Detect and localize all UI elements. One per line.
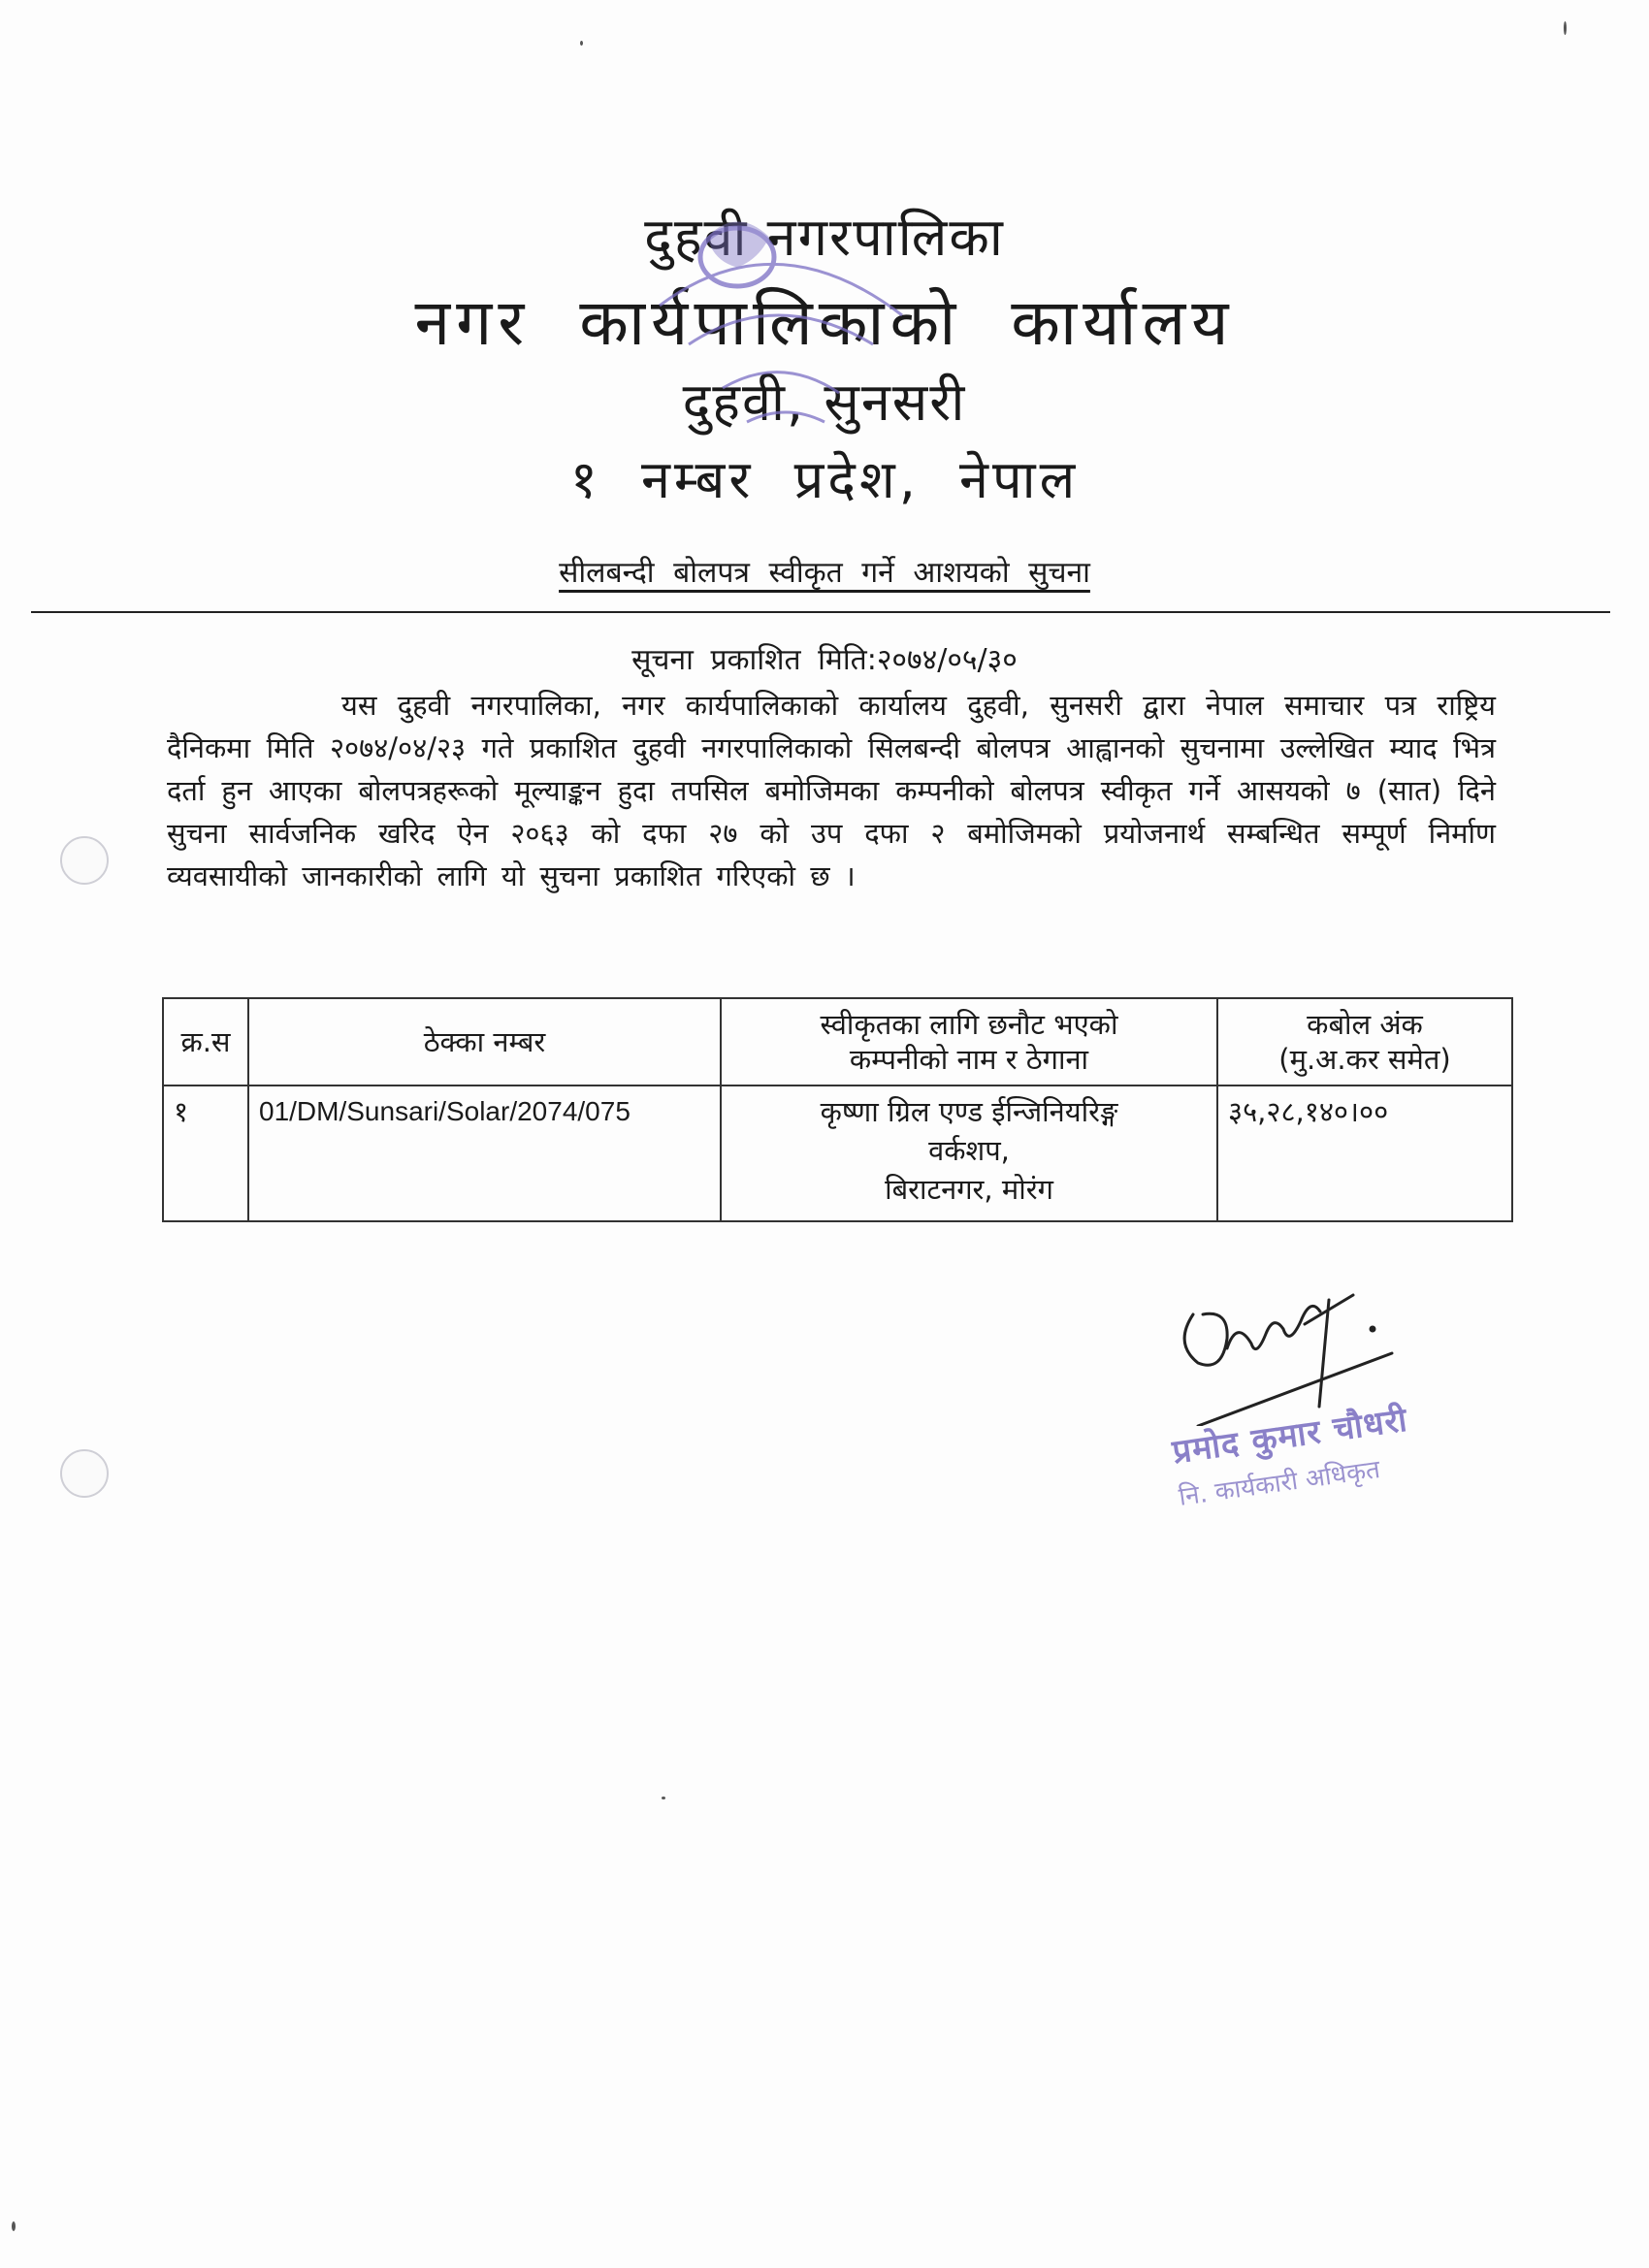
notice-title bbox=[0, 551, 1649, 591]
header-bid-line2: (मु.अ.कर समेत) bbox=[1278, 1043, 1451, 1076]
cell-company-line1: कृष्णा ग्रिल एण्ड ईन्जिनियरिङ्ग bbox=[820, 1095, 1118, 1128]
scan-speck bbox=[1564, 21, 1567, 35]
punch-hole bbox=[60, 1449, 109, 1498]
notice-body-text: यस दुहवी नगरपालिका, नगर कार्यपालिकाको कार्यालय दुहवी, सुनसरी द्वारा नेपाल समाचार पत्र राष्ट्रिय दैनिकमा मिति २०७४/०४/२३ गते प्रकाशित दुहवी नगरपालिकाको सिलबन्दी बोलपत्र आह्वानको सुचनामा उल्लेखित म्याद भित्र दर्ता हुन आएका बोलपत्रहरूको मूल्याङ्कन हुदा तपसिल बमोजिमका कम्पनीको बोलपत्र स्वीकृत गर्ने आसयको ७ (सात) दिने सुचना सार्वजनिक खरिद ऐन २०६३ को दफा २७ को उप दफा २ बमोजिमको प्रयोजनार्थ सम्बन्धित सम्पूर्ण निर्माण व्यवसायीको जानकारीको लागि यो सुचना प्रकाशित गरिएको छ । bbox=[167, 689, 1496, 892]
notice-title-text: सीलबन्दी बोलपत्र स्वीकृत गर्ने आशयको सुचना bbox=[559, 556, 1090, 590]
header-sn: क्र.स bbox=[163, 998, 248, 1085]
header-bid-amount bbox=[1217, 998, 1512, 1085]
cell-contract-no: 01/DM/Sunsari/Solar/2074/075 bbox=[248, 1085, 721, 1221]
header-contract-no: ठेक्का नम्बर bbox=[248, 998, 721, 1085]
office-location: दुहवी, सुनसरी bbox=[682, 372, 967, 433]
header-company-line2: कम्पनीको नाम र ठेगाना bbox=[849, 1043, 1089, 1076]
office-seal-stamp bbox=[630, 179, 922, 470]
cell-company bbox=[721, 1085, 1217, 1221]
notice-body bbox=[167, 684, 1496, 897]
scan-speck bbox=[580, 41, 583, 46]
accepted-bid-table bbox=[162, 997, 1513, 1222]
signatory-title: नि. कार्यकारी अधिकृत bbox=[1177, 1455, 1382, 1512]
signatory-name: प्रमोद कुमार चौधरी bbox=[1170, 1400, 1410, 1473]
cell-company-line2: वर्कशप, bbox=[928, 1134, 1010, 1167]
header-bid-line1: कबोल अंक bbox=[1307, 1008, 1423, 1041]
office-name: नगर कार्यपालिकाको कार्यालय bbox=[414, 285, 1235, 360]
cell-company-line3: बिराटनगर, मोरंग bbox=[885, 1173, 1053, 1206]
cell-bid-amount: ३५,२८,१४०।०० bbox=[1217, 1085, 1512, 1221]
header-divider bbox=[31, 611, 1610, 613]
header-company-line1: स्वीकृतका लागि छनौट भएको bbox=[820, 1008, 1118, 1041]
table-row bbox=[163, 1085, 1512, 1221]
scan-speck bbox=[662, 1797, 665, 1799]
punch-hole bbox=[60, 836, 109, 885]
table-header-row bbox=[163, 998, 1512, 1085]
header-company bbox=[721, 998, 1217, 1085]
municipality-name: दुहवी नगरपालिका bbox=[644, 207, 1005, 268]
cell-sn: १ bbox=[163, 1085, 248, 1221]
published-date: सूचना प्रकाशित मिति:२०७४/०५/३० bbox=[631, 643, 1018, 677]
province-line: १ नम्बर प्रदेश, नेपाल bbox=[569, 449, 1080, 510]
scan-speck bbox=[12, 2221, 16, 2231]
